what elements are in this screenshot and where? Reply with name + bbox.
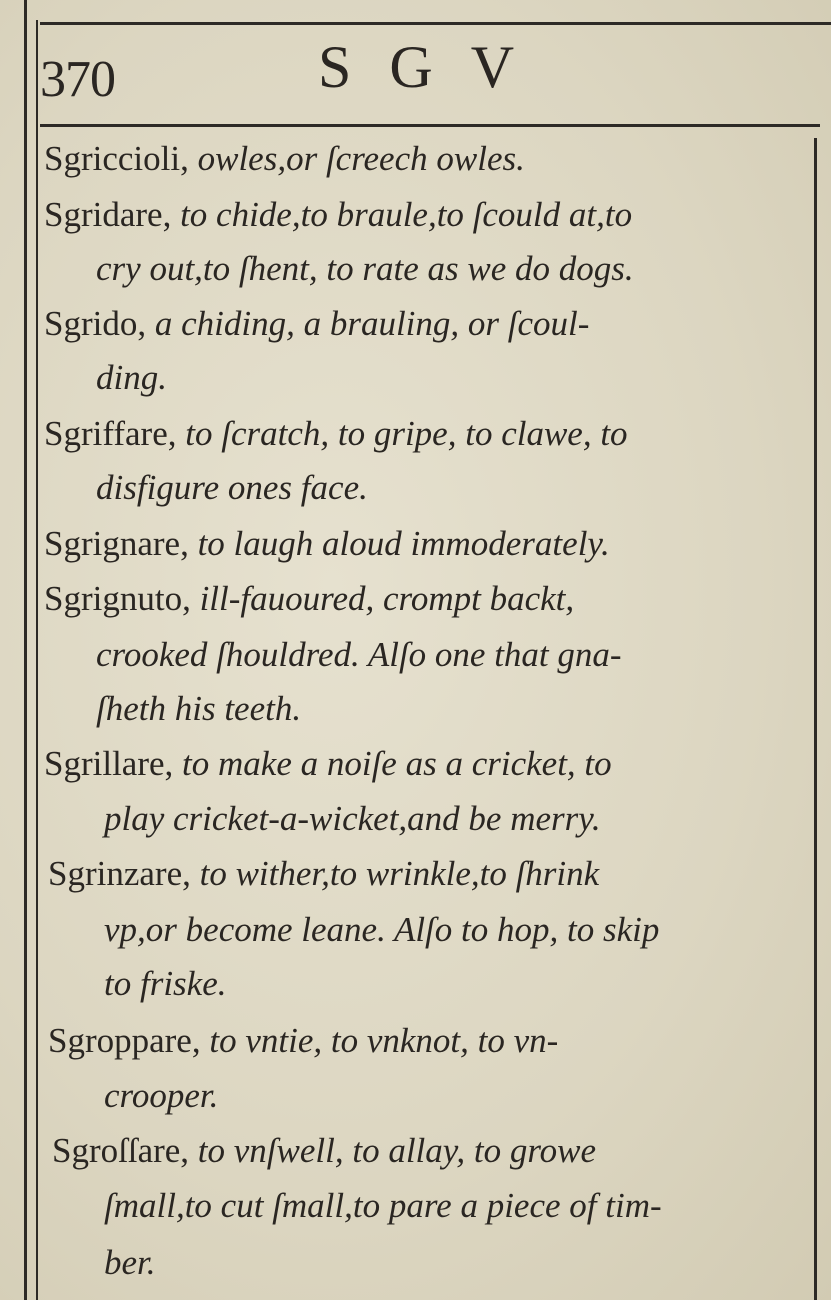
entry-gloss: to chide,to braule,to ſcould at,to	[180, 195, 633, 234]
entry-headword: Sgrido,	[44, 304, 147, 343]
entry-line	[44, 138, 525, 180]
entry-headword: Sgriffare,	[44, 414, 177, 453]
entry-continuation: play cricket-a-wicket,and be merry.	[104, 799, 601, 838]
entry-continuation: ber.	[104, 1243, 156, 1282]
running-head: SGV	[318, 34, 553, 100]
entry-gloss: to laugh aloud immoderately.	[197, 524, 610, 563]
entry-headword: Sgrignare,	[44, 524, 189, 563]
entry-continuation: crooked ſhouldred. Alſo one that gna-	[96, 635, 622, 674]
entry-headword: Sgroppare,	[48, 1021, 201, 1060]
entry-line	[44, 413, 628, 455]
entry-gloss: a chiding, a brauling, or ſcoul-	[154, 304, 590, 343]
entry-headword: Sgroſſare,	[52, 1131, 190, 1170]
entry-continuation: to friske.	[104, 964, 227, 1003]
entry-line	[44, 303, 589, 345]
entry-headword: Sgrinzare,	[48, 854, 191, 893]
entry-headword: Sgrignuto,	[44, 579, 191, 618]
entry-gloss: to wither,to wrinkle,to ſhrink	[199, 854, 600, 893]
entry-line	[44, 743, 612, 785]
entry-gloss: to ſcratch, to gripe, to clawe, to	[185, 414, 628, 453]
entry-continuation: cry out,to ſhent, to rate as we do dogs.	[96, 249, 634, 288]
entry-gloss: owles,or ſcreech owles.	[197, 139, 525, 178]
entry-continuation: ſheth his teeth.	[96, 689, 302, 728]
entry-gloss: to vnſwell, to allay, to growe	[197, 1131, 597, 1170]
entry-headword: Sgrillare,	[44, 744, 174, 783]
entry-continuation: vp,or become leane. Alſo to hop, to skip	[104, 910, 660, 949]
entry-line	[48, 1020, 558, 1062]
entry-gloss: ill-fauoured, crompt backt,	[199, 579, 575, 618]
entry-line	[52, 1130, 596, 1172]
entry-line	[44, 578, 574, 620]
entry-continuation: ſmall,to cut ſmall,to pare a piece of tim-	[104, 1186, 662, 1225]
entry-line	[44, 194, 632, 236]
entry-headword: Sgridare,	[44, 195, 172, 234]
entry-continuation: crooper.	[104, 1076, 219, 1115]
entry-continuation: disfigure ones face.	[96, 468, 368, 507]
entry-headword: Sgriccioli,	[44, 139, 189, 178]
entry-gloss: to vntie, to vnknot, to vn-	[209, 1021, 559, 1060]
page-number: 370	[40, 51, 115, 108]
entry-line	[44, 523, 610, 565]
entry-continuation: ding.	[96, 358, 167, 397]
entry-gloss: to make a noiſe as a cricket, to	[182, 744, 612, 783]
entry-line	[48, 853, 599, 895]
